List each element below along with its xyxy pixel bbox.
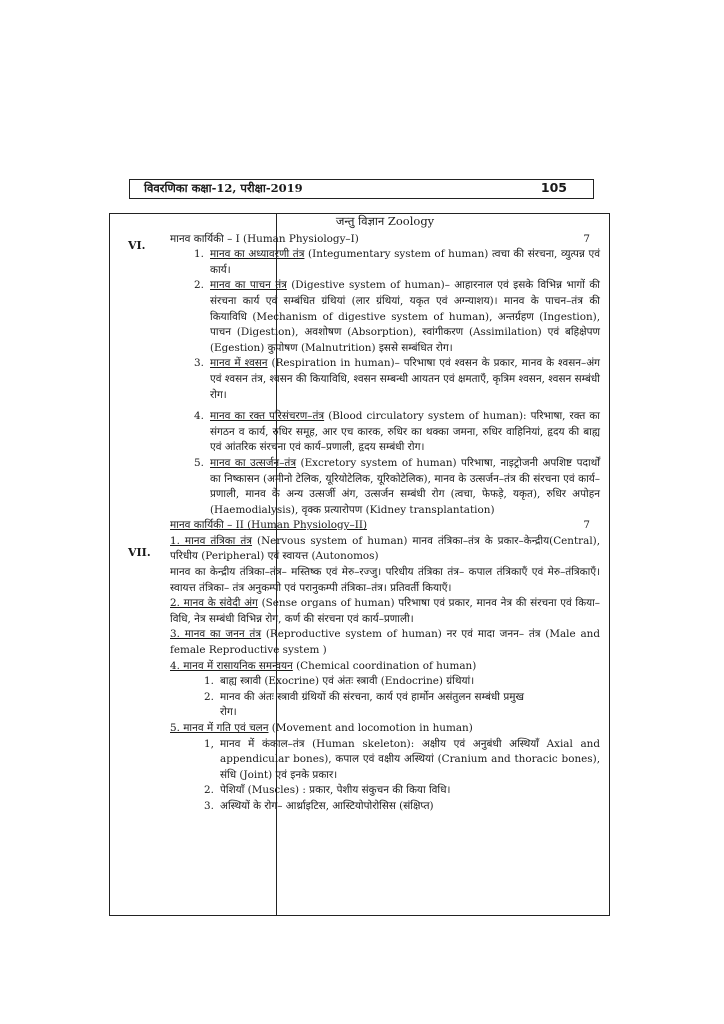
subject-title: जन्तु विज्ञान Zoology bbox=[335, 214, 435, 228]
unit-numeral-6: VI. bbox=[128, 239, 146, 252]
unit7-heading bbox=[170, 518, 600, 534]
unit6-title: मानव कार्यिकी – I (Human Physiology–I) bbox=[170, 232, 359, 245]
paragraph: 2. मानव के संवेदी अंग (Sense organs of human) परिभाषा एवं प्रकार, मानव नेत्र की संरचना एवं किया–विधि, नेत्र सम्बंधी विभिन्न रोग, कर्ण की संरचना एवं कार्य–प्रणाली। bbox=[170, 597, 600, 625]
sub-item: 1. बाह्य स्त्रावी (Exocrine) एवं अंतः स्त्रावी (Endocrine) ग्रंथियां। bbox=[204, 675, 475, 688]
sub-item: 3. अस्थियों के रोग– आर्थ्राइटिस, आस्टियोपोरोसिस (संक्षिप्त) bbox=[204, 799, 434, 812]
unit-numeral-7: VII. bbox=[128, 546, 151, 559]
list-item bbox=[194, 356, 600, 403]
item-number: 2. bbox=[194, 279, 204, 292]
page-header bbox=[129, 179, 594, 199]
item-text: (Digestive system of human)– आहारनाल एवं इसके विभिन्न भागों की संरचना कार्य एवं सम्बंधित ग्रंथियां (लार ग्रंथियां, यकृत एवं अग्न्याशय)। मानव के पाचन–तंत्र की कियाविधि (Mechanism of digestive system of human), अन्तर्ग्रहण (Ingestion), पाचन (Digestion), अवशोषण (Absorption), स्वांगीकरण (Assimilation) एवं बहिक्षेपण (Egestion) कुपोषण (Malnutrition) इससे सम्बंधित रोग। bbox=[210, 279, 600, 354]
paragraph: मानव का केन्द्रीय तंत्रिका–तंत्र– मस्तिष्क एवं मेरु–रज्जु। परिधीय तंत्रिका तंत्र– कपाल तंत्रिकाएँ एवं मेरु–तंत्रिकाएँ। स्वायत्त तंत्रिका– तंत्र अनुकम्पी एवं परानुकम्पी तंत्रिका–तंत्र। प्रतिवर्ती कियाएँ। bbox=[170, 566, 600, 594]
item-number: 3. bbox=[194, 357, 204, 370]
item-number: 4. bbox=[194, 410, 204, 423]
para-heading: 1. मानव तंत्रिका तंत्र bbox=[170, 534, 253, 547]
sub-item: 2. मानव की अंतः स्त्रावी ग्रंथियों की संरचना, कार्य एवं हार्मोन असंतुलन सम्बंधी प्रमुख रोग। bbox=[204, 690, 524, 719]
list-item bbox=[194, 456, 600, 518]
item-text: (Integumentary system of human) त्वचा की संरचना, व्युत्पन्न एवं कार्य। bbox=[210, 248, 600, 276]
paragraph: 5. मानव में गति एवं चलन (Movement and locomotion in human) bbox=[170, 722, 473, 734]
item-heading: मानव का अध्यावरणी तंत्र bbox=[210, 248, 305, 261]
item-text: (Respiration in human)– परिभाषा एवं श्वसन के प्रकार, मानव के श्वसन–अंग एवं श्वसन तंत्र, श्वसन की कियाविधि, श्वसन सम्बन्धी आयतन एवं क्षमताएँ, कृत्रिम श्वसन, श्वसन सम्बंधी रोग। bbox=[210, 357, 600, 401]
unit7-marks: 7 bbox=[583, 519, 590, 532]
unit6-heading bbox=[170, 232, 600, 248]
para-heading: 3. मानव का जनन तंत्र bbox=[170, 628, 262, 641]
list-item bbox=[194, 409, 600, 456]
item-text: (Excretory system of human) परिभाषा, नाइट्रोजनी अपशिष्ट पदार्थों का निष्कासन (अमीनो टेलिक, यूरियोटेलिक, यूरिकोटेलिक), मानव के उत्सर्जन–तंत्र की संरचना एवं कार्य–प्रणाली, मानव के अन्य उत्सर्जी अंग, उत्सर्जन सम्बंधी रोग (त्वचा, फेफड़े, यकृत), रुधिर अपोहन (Haemodialysis), वृक्क प्रत्यारोपण (Kidney transplantation) bbox=[210, 456, 601, 516]
para-heading: 2. मानव के संवेदी अंग bbox=[170, 597, 258, 610]
item-heading: मानव में श्वसन bbox=[210, 357, 268, 370]
list-item bbox=[194, 278, 600, 356]
item-text: (Blood circulatory system of human): परिभाषा, रक्त का संगठन व कार्य, रुधिर समूह, आर एच कारक, रुधिर का थक्का जमना, रुधिर वाहिनियां, हृदय की बाह्य एवं आंतरिक संरचना एवं कार्य–प्रणाली, हृदय सम्बंधी रोग। bbox=[210, 410, 600, 454]
syllabus-content bbox=[170, 214, 600, 815]
unit7-title: मानव कार्यिकी – II (Human Physiology–II) bbox=[170, 519, 367, 532]
paragraph: 3. मानव का जनन तंत्र (Reproductive system of human) नर एवं मादा जनन– तंत्र (Male and female Reproductive system ) bbox=[170, 628, 600, 657]
list-item bbox=[194, 247, 600, 278]
paragraph: 4. मानव में रासायनिक समन्वयन (Chemical coordination of human) bbox=[170, 659, 477, 672]
sub-item: 1, मानव में कंकाल–तंत्र (Human skeleton): अक्षीय एवं अनुबंधी अस्थियाँ Axial and appendicular bones), कपाल एवं वक्षीय अस्थियां (Cranium and thoracic bones), संधि (Joint) एवं इनके प्रकार। bbox=[204, 737, 600, 781]
item-number: 1. bbox=[194, 248, 204, 261]
item-number: 5. bbox=[194, 456, 204, 469]
sub-item: 2. पेशियाँ (Muscles) : प्रकार, पेशीय संकुचन की किया विधि। bbox=[204, 784, 451, 797]
page-number: 105 bbox=[540, 180, 567, 195]
item-heading: मानव का रक्त परिसंचरण–तंत्र bbox=[210, 410, 325, 423]
item-heading: मानव का पाचन तंत्र bbox=[210, 279, 287, 292]
unit6-marks: 7 bbox=[583, 232, 590, 245]
item-heading: मानव का उत्सर्जन–तंत्र bbox=[210, 456, 297, 469]
paragraph: 1. मानव तंत्रिका तंत्र (Nervous system of human) मानव तंत्रिका–तंत्र के प्रकार–केन्द्रीय(Central), परिधीय (Peripheral) एवं स्वायत्त (Autonomos) bbox=[170, 534, 600, 563]
header-title: विवरणिका कक्षा-12, परीक्षा-2019 bbox=[144, 181, 303, 195]
para-heading: 4. मानव में रासायनिक समन्वयन bbox=[170, 659, 293, 672]
para-heading: 5. मानव में गति एवं चलन bbox=[170, 722, 269, 734]
